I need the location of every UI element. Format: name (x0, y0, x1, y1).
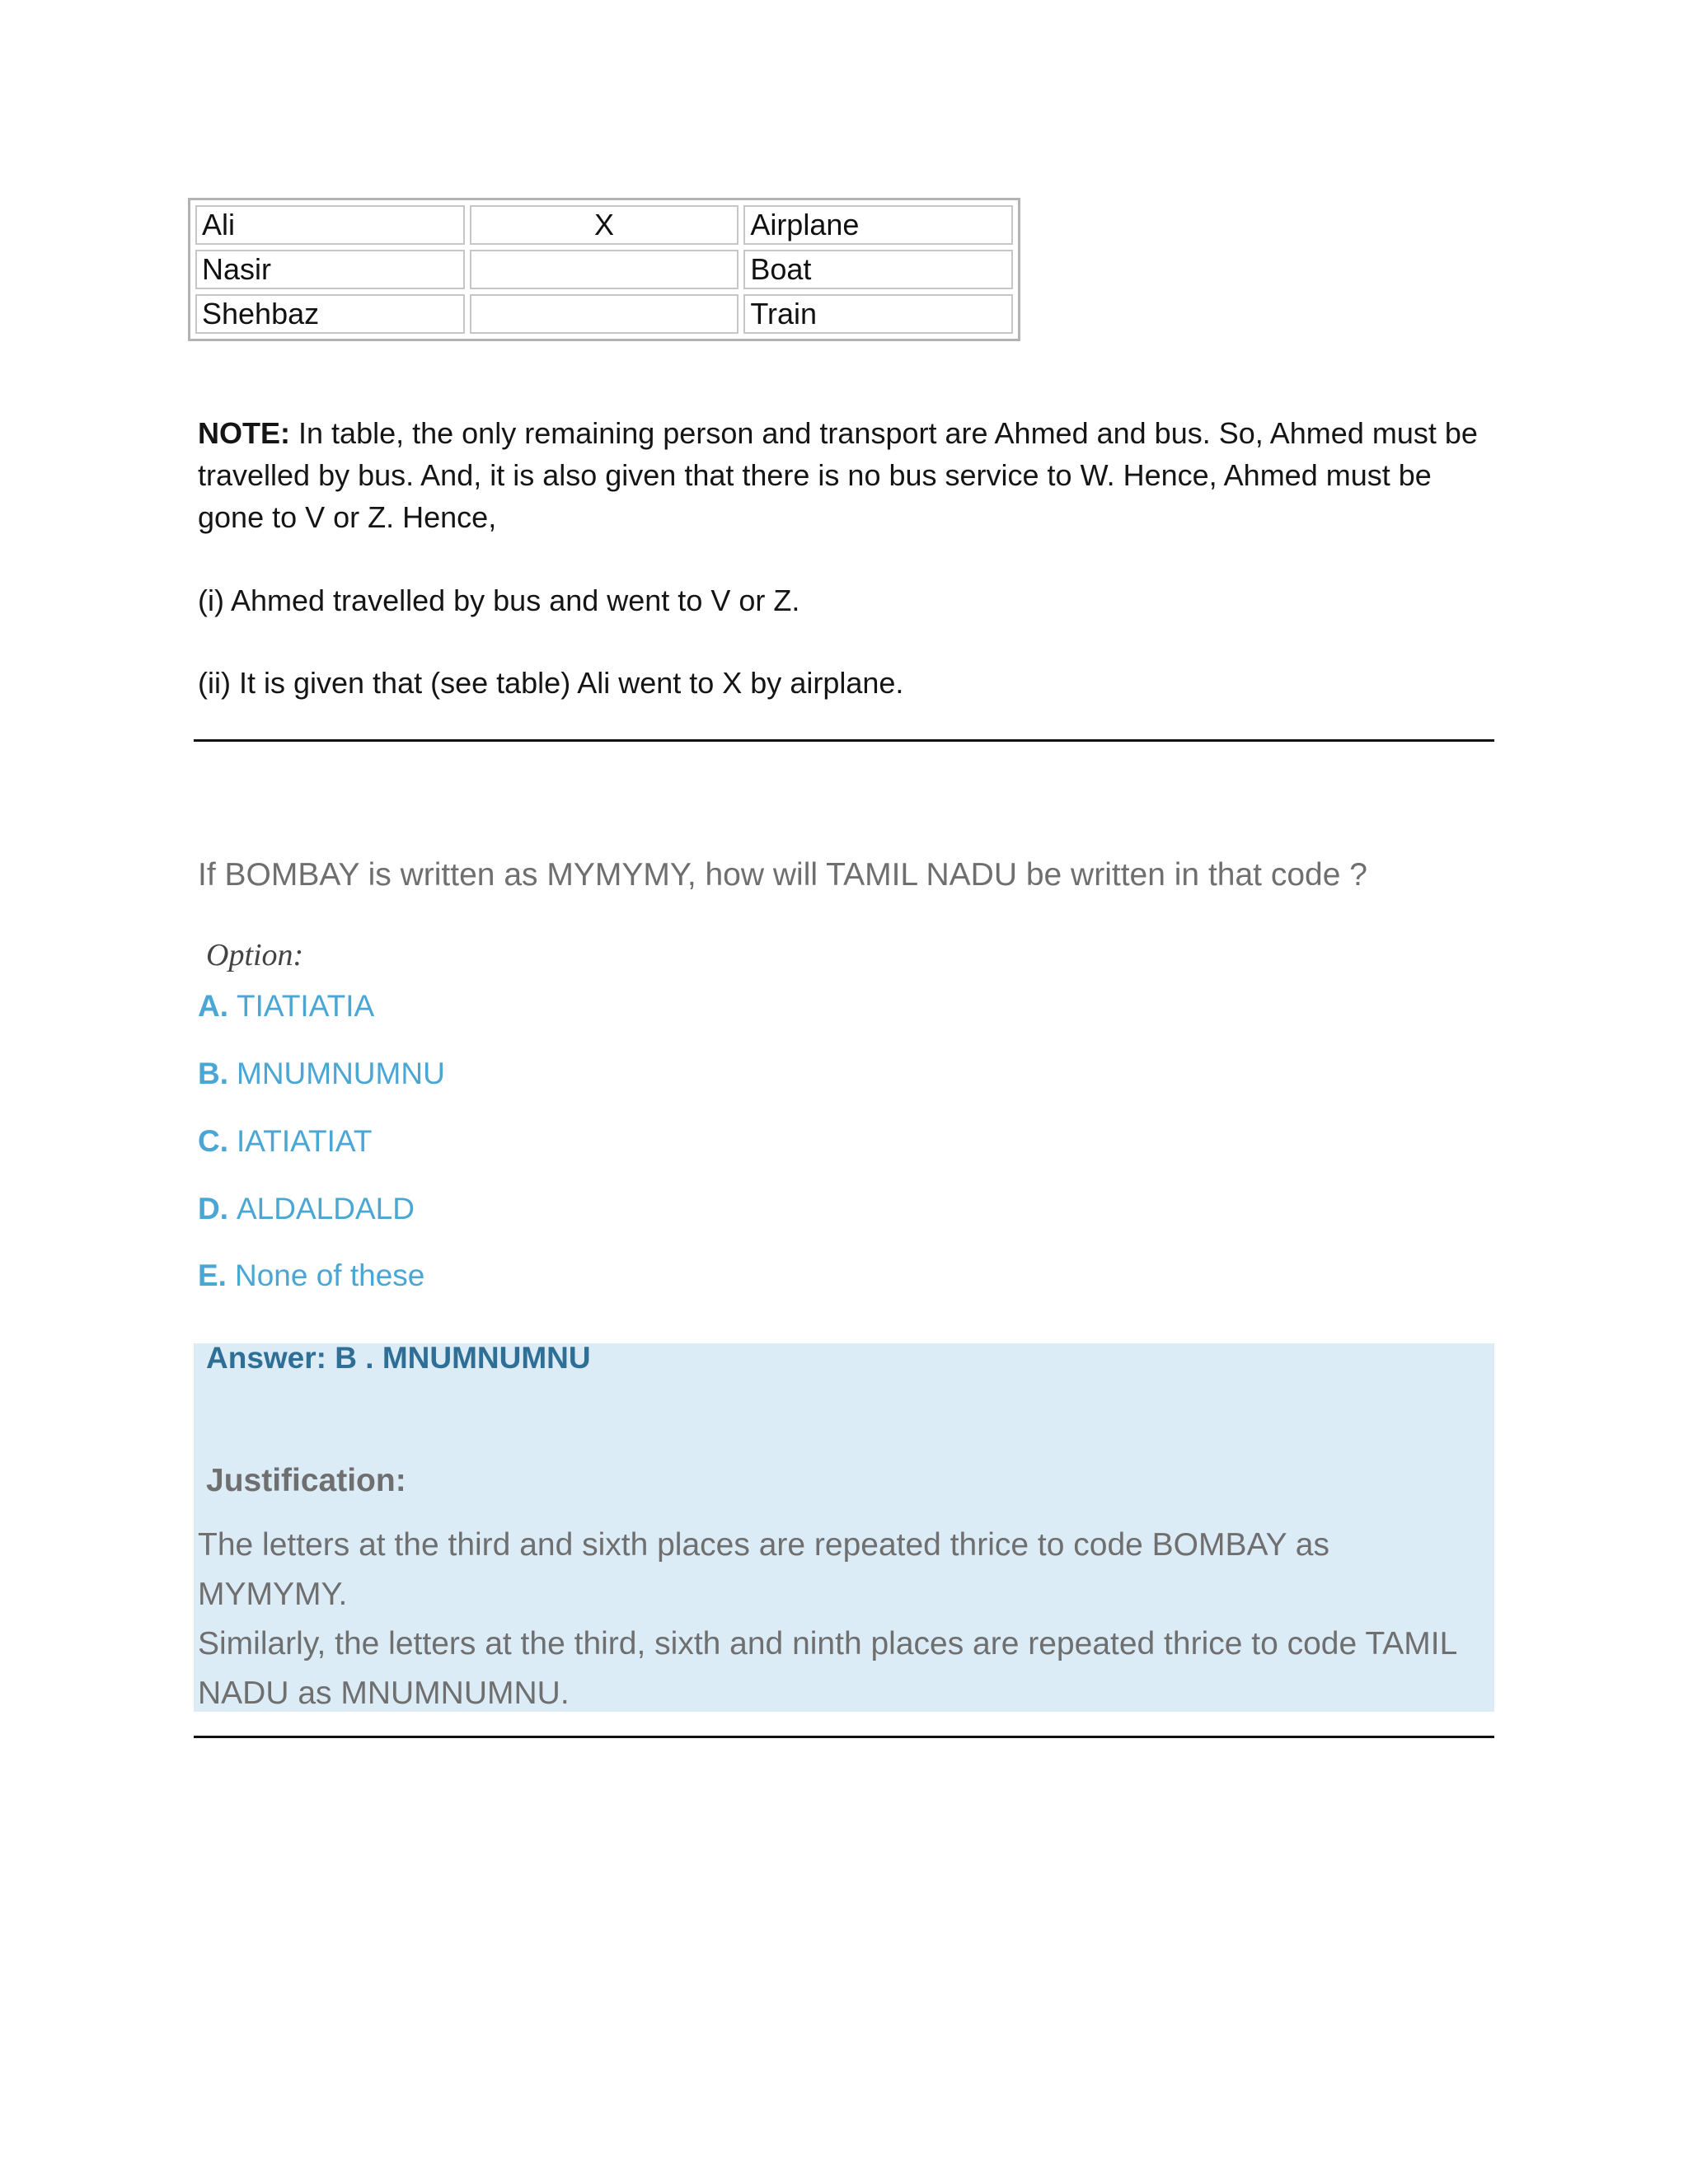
note-point-ii: (ii) It is given that (see table) Ali went to X by airplane. (198, 666, 904, 700)
option-e[interactable] (198, 1258, 424, 1293)
table-cell: Boat (743, 250, 1013, 289)
table-cell (470, 250, 739, 289)
option-letter: D. (198, 1192, 228, 1226)
justification-line: Similarly, the letters at the third, sixth and ninth places are repeated thrice to code TAMIL NADU as MNUMNUMNU. (198, 1626, 1456, 1711)
table-cell: Shehbaz (195, 294, 465, 334)
option-c[interactable] (198, 1124, 372, 1159)
assignment-table (188, 198, 1020, 341)
divider (194, 1736, 1494, 1738)
option-text: TIATIATIA (237, 989, 375, 1023)
table-cell: Nasir (195, 250, 465, 289)
option-letter: E. (198, 1258, 227, 1292)
option-a[interactable] (198, 989, 374, 1024)
option-text: ALDALDALD (237, 1192, 415, 1226)
option-text: IATIATIAT (237, 1124, 373, 1158)
table-cell: Train (743, 294, 1013, 334)
note-point-i: (i) Ahmed travelled by bus and went to V or Z. (198, 583, 800, 617)
note-paragraph (198, 412, 1500, 538)
option-letter: A. (198, 989, 228, 1023)
answer-text: Answer: B . MNUMNUMNU (206, 1341, 591, 1375)
table-cell: Airplane (743, 205, 1013, 245)
note-label: NOTE: (198, 416, 290, 450)
table-row (195, 294, 1013, 334)
table-cell (470, 294, 739, 334)
question-text: If BOMBAY is written as MYMYMY, how will TAMIL NADU be written in that code ? (198, 857, 1367, 893)
justification-text (198, 1521, 1484, 1718)
option-text: None of these (234, 1258, 425, 1292)
table-cell: Ali (195, 205, 465, 245)
table-row (195, 250, 1013, 289)
table-cell: X (470, 205, 739, 245)
option-b[interactable] (198, 1057, 445, 1091)
justification-line: The letters at the third and sixth places are repeated thrice to code BOMBAY as MYMYMY. (198, 1527, 1329, 1612)
note-text: In table, the only remaining person and transport are Ahmed and bus. So, Ahmed must be travelled by bus. And, it is also given that there is no bus service to W. Hence, Ahmed must be gone to V or Z. Hence, (198, 416, 1478, 534)
option-text: MNUMNUMNU (237, 1057, 445, 1090)
option-letter: C. (198, 1124, 228, 1158)
justification-title: Justification: (206, 1463, 406, 1498)
table-row (195, 205, 1013, 245)
option-label: Option: (206, 938, 304, 972)
option-d[interactable] (198, 1192, 415, 1226)
divider (194, 739, 1494, 742)
option-letter: B. (198, 1057, 228, 1090)
